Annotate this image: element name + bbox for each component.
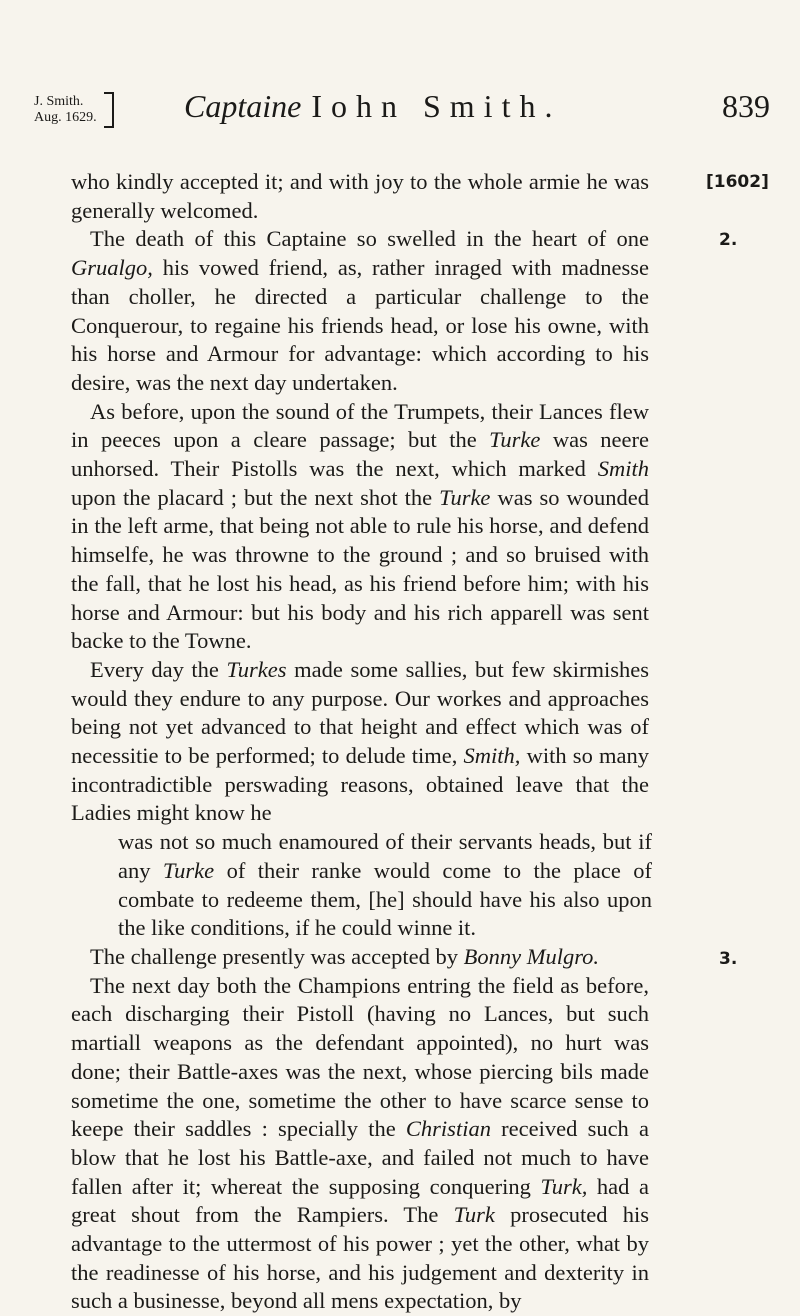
side-note-author: J. Smith. — [34, 94, 84, 109]
text-run: Every day the — [90, 656, 227, 682]
text-run: The death of this Captaine so swelled in the heart of one — [90, 226, 649, 252]
side-note — [34, 94, 97, 126]
text-run: made some sallies, but few skirmishes would they endure to any purpose. Our workes and approaches being not yet advanced to that height and effect which was of necessitie to be performed; to delude time, — [71, 656, 649, 769]
running-title — [184, 88, 561, 125]
paragraph-5 — [118, 828, 652, 943]
paragraph-7 — [71, 972, 649, 1316]
margin-note-2: 2. — [719, 230, 738, 250]
margin-note-3: 3. — [719, 949, 738, 969]
running-title-captaine: Captaine — [184, 88, 302, 124]
text-run: was so wounded in the left arme, that being not able to rule his horse, and defend himselfe, he was throwne to the ground ; and so bruised with the fall, that he lost his head, as his friend before him; with his horse and Armour: but his body and his rich apparell was sent backe to the Towne. — [71, 484, 650, 654]
text-run: The next day both the Champions entring the field as before, each discharging their Pistoll (having no Lances, but such martiall weapons as the defendant appointed), no hurt was done; their Battle-axes was the next, whose piercing bils made sometime the one, sometime the other to have scarce sense to keepe their saddles : specially the — [71, 972, 649, 1142]
margin-date: [1602] — [706, 172, 769, 192]
italic-text: Turkes — [226, 656, 287, 682]
italic-text: Turke — [162, 857, 215, 883]
text-run: his vowed friend, as, rather inraged with madnesse than choller, he directed a particular challenge to the Conquerour, to regaine his friends head, or lose his owne, with his horse and Armour for advantage: which according to his desire, was the next day undertaken. — [71, 255, 649, 395]
paragraph-3 — [71, 398, 649, 656]
paragraph-2 — [71, 225, 649, 397]
italic-text: Turk — [453, 1202, 495, 1228]
text-run: As before, upon the sound of the Trumpets, their Lances flew in peeces upon a cleare passage; but the — [71, 398, 649, 453]
page-number: 839 — [722, 88, 770, 124]
text-run: with so many incontradictible perswading reasons, obtained leave that the Ladies might know he — [71, 743, 649, 826]
italic-text: Bonny Mulgro. — [463, 943, 599, 969]
text-run: of their ranke would come to the place of combate to redeeme them, [he] should have his also upon the like conditions, if he could winne it. — [118, 857, 652, 941]
paragraph-1 — [71, 168, 649, 225]
paragraph-4 — [71, 656, 649, 828]
side-note-date: Aug. 1629. — [34, 110, 97, 125]
italic-text: Turke — [439, 484, 491, 510]
page-header — [0, 82, 800, 142]
bracket-mark — [104, 92, 114, 128]
text-run: had a great shout from the Rampiers. The — [71, 1173, 649, 1228]
italic-text: Christian — [405, 1116, 491, 1142]
text-run: received such a blow that he lost his Battle-axe, and failed not much to have fallen after it; whereat the supposing conquering — [71, 1116, 650, 1199]
text-run: upon the placard ; but the next shot the — [71, 484, 440, 510]
italic-text: Smith — [597, 456, 649, 482]
italic-text: Grualgo, — [71, 255, 153, 281]
italic-text: Smith, — [463, 743, 521, 769]
body-text — [71, 168, 652, 1316]
italic-text: Turke — [489, 427, 541, 453]
text-run: was neere unhorsed. Their Pistolls was the next, which marked — [71, 427, 650, 482]
text-run: who kindly accepted it; and with joy to the whole armie he was generally welcomed. — [71, 169, 649, 223]
text-run: prosecuted his advantage to the uttermost of his power ; yet the other, what by the readinesse of his horse, and his judgement and dexterity in such a businesse, beyond all mens expectation, by — [71, 1202, 649, 1314]
paragraph-6 — [71, 943, 649, 972]
text-run: was not so much enamoured of their servants heads, but if any — [118, 829, 652, 883]
italic-text: Turk, — [540, 1173, 588, 1199]
text-run: The challenge presently was accepted by — [90, 943, 464, 969]
running-title-name: Iohn Smith. — [311, 88, 562, 124]
